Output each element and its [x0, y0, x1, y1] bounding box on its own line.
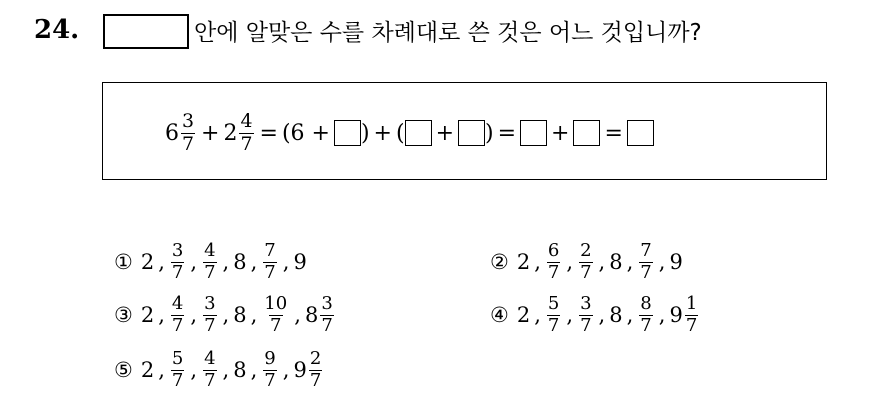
comma-separator: , [626, 250, 634, 274]
fraction-denominator: 7 [685, 314, 698, 336]
fraction [203, 292, 216, 336]
fraction-numerator: 2 [580, 239, 592, 261]
option-5[interactable] [114, 345, 324, 395]
fraction-numerator: 7 [264, 239, 276, 261]
whole-number: 2 [516, 303, 531, 327]
whole-number: 8 [609, 303, 623, 327]
option-marker: ② [490, 250, 509, 274]
whole-number: 8 [609, 250, 623, 274]
fraction [203, 347, 216, 391]
plus-sign: + [373, 120, 392, 146]
whole-number: 2 [140, 250, 155, 274]
fraction-numerator: 3 [171, 239, 184, 261]
fraction-numerator: 10 [264, 292, 288, 314]
comma-separator: , [294, 303, 301, 327]
option-3[interactable] [114, 290, 336, 340]
fraction [309, 347, 322, 391]
plus-sign: + [201, 120, 220, 146]
fraction-numerator: 2 [309, 347, 322, 369]
plus-sign: + [551, 120, 570, 146]
fraction [639, 239, 652, 283]
fraction-denominator: 7 [580, 261, 592, 283]
fraction-numerator: 4 [240, 109, 253, 132]
fraction [579, 292, 592, 336]
fraction [171, 292, 184, 336]
fraction-numerator: 3 [321, 292, 333, 314]
fraction [320, 292, 333, 336]
comma-separator: , [190, 358, 198, 382]
option-2[interactable] [490, 237, 683, 287]
whole-number: 9 [669, 303, 683, 327]
question-number: 24. [34, 15, 80, 45]
fraction-denominator: 7 [204, 314, 216, 336]
fraction-numerator: 8 [640, 292, 652, 314]
comma-separator: , [222, 358, 230, 382]
fraction [547, 239, 560, 283]
comma-separator: , [598, 250, 606, 274]
close-group-1: ) [360, 120, 370, 146]
whole-number: 9 [293, 358, 307, 382]
comma-separator: , [282, 250, 290, 274]
option-marker: ④ [490, 303, 509, 327]
option-1[interactable] [114, 237, 307, 287]
blank-box-1 [334, 120, 361, 146]
mixed-number-2-whole: 2 [223, 120, 238, 146]
fraction-numerator: 9 [264, 347, 276, 369]
mixed-number-1-fraction [181, 109, 195, 155]
comma-separator: , [190, 303, 198, 327]
fraction-denominator: 7 [580, 314, 592, 336]
whole-number: 2 [140, 358, 155, 382]
comma-separator: , [158, 303, 165, 327]
fraction-denominator: 7 [547, 314, 560, 336]
fraction-denominator: 7 [171, 314, 184, 336]
mixed-number-2-fraction [239, 109, 253, 155]
question-text: 안에 알맞은 수를 차례대로 쓴 것은 어느 것입니까? [194, 20, 702, 46]
comma-separator: , [658, 303, 666, 327]
comma-separator: , [282, 358, 290, 382]
comma-separator: , [626, 303, 634, 327]
equals-sign: = [259, 120, 278, 146]
comma-separator: , [250, 250, 258, 274]
comma-separator: , [658, 250, 666, 274]
option-marker: ① [114, 250, 133, 274]
fraction-denominator: 7 [264, 261, 276, 283]
fraction-denominator: 7 [240, 132, 253, 155]
comma-separator: , [158, 250, 165, 274]
comma-separator: , [534, 250, 541, 274]
fraction [263, 239, 276, 283]
blank-box-3 [458, 120, 485, 146]
fraction-numerator: 3 [580, 292, 592, 314]
fraction-denominator: 7 [204, 369, 216, 391]
blank-box-4 [520, 120, 547, 146]
fraction-numerator: 7 [640, 239, 652, 261]
option-marker: ③ [114, 303, 133, 327]
fraction-numerator: 4 [204, 347, 216, 369]
fraction-numerator: 4 [204, 239, 216, 261]
fraction-denominator: 7 [264, 369, 276, 391]
fraction [263, 292, 288, 336]
open-group-1: (6 + [281, 120, 330, 146]
fraction-numerator: 1 [685, 292, 698, 314]
option-4[interactable] [490, 290, 700, 340]
fraction [171, 347, 184, 391]
equals-sign: = [604, 120, 623, 146]
whole-number: 8 [233, 358, 247, 382]
mixed-number-1-whole: 6 [165, 120, 179, 146]
comma-separator: , [222, 303, 230, 327]
fraction-denominator: 7 [321, 314, 333, 336]
comma-separator: , [534, 303, 541, 327]
fraction [171, 239, 184, 283]
fraction-denominator: 7 [182, 132, 195, 155]
comma-separator: , [158, 358, 165, 382]
fraction [263, 347, 276, 391]
comma-separator: , [566, 303, 574, 327]
whole-number: 8 [233, 250, 247, 274]
fraction-denominator: 7 [309, 369, 322, 391]
whole-number: 2 [516, 250, 531, 274]
option-marker: ⑤ [114, 358, 133, 382]
comma-separator: , [222, 250, 230, 274]
whole-number: 9 [293, 250, 307, 274]
comma-separator: , [250, 358, 258, 382]
fraction-numerator: 5 [547, 292, 560, 314]
fraction-denominator: 7 [640, 314, 652, 336]
fraction-denominator: 7 [204, 261, 216, 283]
fraction-denominator: 7 [171, 261, 184, 283]
fraction [203, 239, 216, 283]
comma-separator: , [190, 250, 198, 274]
fraction-denominator: 7 [171, 369, 184, 391]
fraction-numerator: 3 [204, 292, 216, 314]
fraction-numerator: 5 [171, 347, 184, 369]
blank-box-6 [627, 120, 654, 146]
fraction-numerator: 6 [547, 239, 560, 261]
fraction [685, 292, 698, 336]
fraction [639, 292, 652, 336]
comma-separator: , [566, 250, 574, 274]
equals-sign: = [497, 120, 517, 146]
fraction-numerator: 3 [182, 109, 195, 132]
whole-number: 9 [669, 250, 683, 274]
plus-sign: + [435, 120, 455, 146]
fraction-denominator: 7 [270, 314, 282, 336]
comma-separator: , [250, 303, 258, 327]
fraction-denominator: 7 [547, 261, 560, 283]
whole-number: 8 [233, 303, 247, 327]
blank-box-2 [405, 120, 432, 146]
whole-number: 2 [140, 303, 155, 327]
fraction-numerator: 4 [171, 292, 184, 314]
comma-separator: , [598, 303, 606, 327]
fraction [579, 239, 592, 283]
whole-number: 8 [304, 303, 319, 327]
fraction-denominator: 7 [640, 261, 652, 283]
fraction [547, 292, 560, 336]
blank-box-5 [573, 120, 600, 146]
answer-blank-box [103, 14, 189, 49]
equation [165, 103, 654, 163]
open-group-2: ( [395, 120, 405, 146]
close-group-2: ) [485, 120, 494, 146]
